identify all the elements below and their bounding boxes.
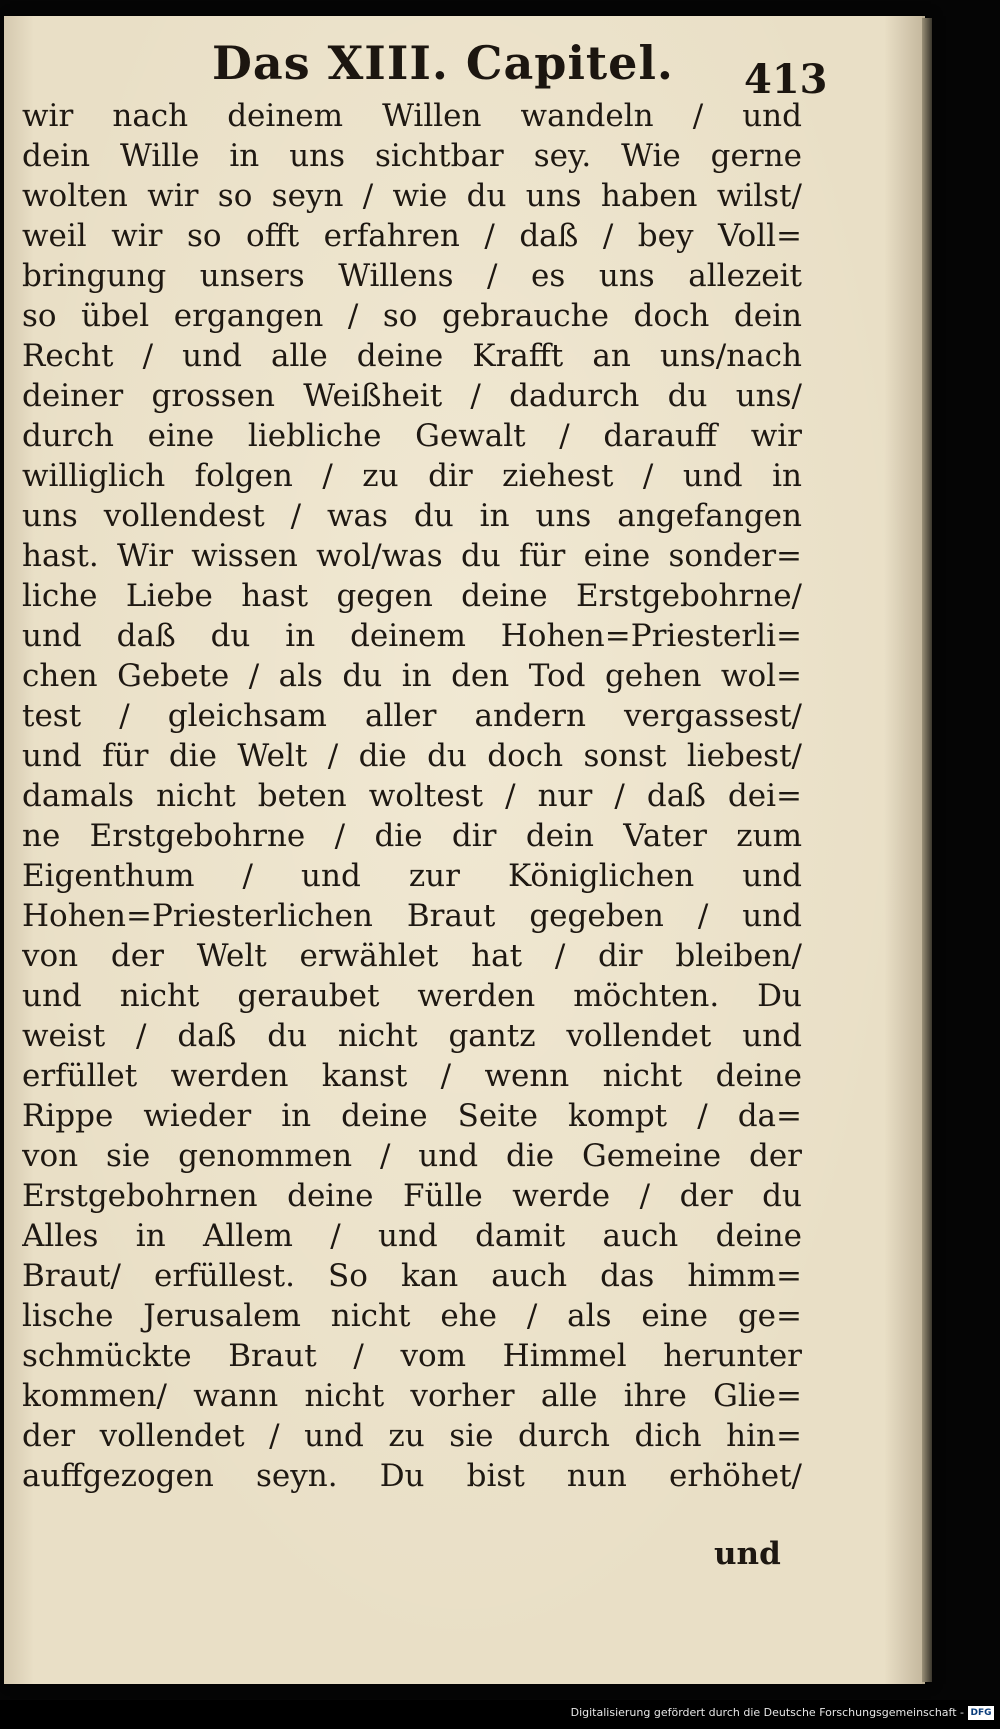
text-line: von der Welt erwählet hat / dir bleiben/ <box>22 938 802 974</box>
text-line: und für die Welt / die du doch sonst liebest/ <box>22 738 802 774</box>
text-line: williglich folgen / zu dir ziehest / und in <box>22 458 802 494</box>
text-line: weist / daß du nicht gantz vollendet und <box>22 1018 802 1054</box>
text-line: uns vollendest / was du in uns angefangen <box>22 498 802 534</box>
page-edge <box>922 18 932 1682</box>
text-line: ne Erstgebohrne / die dir dein Vater zum <box>22 818 802 854</box>
text-line: wir nach deinem Willen wandeln / und <box>22 98 802 134</box>
text-line: und daß du in deinem Hohen=Priesterli= <box>22 618 802 654</box>
text-line: durch eine liebliche Gewalt / darauff wir <box>22 418 802 454</box>
text-line: damals nicht beten woltest / nur / daß dei= <box>22 778 802 814</box>
text-line: der vollendet / und zu sie durch dich hin= <box>22 1418 802 1454</box>
text-line: Braut/ erfüllest. So kan auch das himm= <box>22 1258 802 1294</box>
text-line: Erstgebohrnen deine Fülle werde / der du <box>22 1178 802 1214</box>
text-line: schmückte Braut / vom Himmel herunter <box>22 1338 802 1374</box>
text-line: von sie genommen / und die Gemeine der <box>22 1138 802 1174</box>
text-line: Hohen=Priesterlichen Braut gegeben / und <box>22 898 802 934</box>
text-line: wolten wir so seyn / wie du uns haben wilst/ <box>22 178 802 214</box>
text-line: hast. Wir wissen wol/was du für eine sonder= <box>22 538 802 574</box>
catchword: und <box>714 1536 781 1572</box>
text-line: Eigenthum / und zur Königlichen und <box>22 858 802 894</box>
text-line: bringung unsers Willens / es uns allezeit <box>22 258 802 294</box>
text-line: lische Jerusalem nicht ehe / als eine ge= <box>22 1298 802 1334</box>
text-line: kommen/ wann nicht vorher alle ihre Glie= <box>22 1378 802 1414</box>
running-title: Das XIII. Capitel. <box>212 36 674 90</box>
text-line: und nicht geraubet werden möchten. Du <box>22 978 802 1014</box>
text-line: chen Gebete / als du in den Tod gehen wol= <box>22 658 802 694</box>
text-line: dein Wille in uns sichtbar sey. Wie gerne <box>22 138 802 174</box>
text-line: Recht / und alle deine Krafft an uns/nach <box>22 338 802 374</box>
text-line: erfüllet werden kanst / wenn nicht deine <box>22 1058 802 1094</box>
page-number: 413 <box>744 56 828 103</box>
dfg-logo: DFG <box>968 1706 994 1720</box>
text-line: auffgezogen seyn. Du bist nun erhöhet/ <box>22 1458 802 1494</box>
text-line: Alles in Allem / und damit auch deine <box>22 1218 802 1254</box>
text-line: Rippe wieder in deine Seite kompt / da= <box>22 1098 802 1134</box>
body-text <box>22 96 802 1496</box>
text-line: test / gleichsam aller andern vergassest/ <box>22 698 802 734</box>
text-line: so übel ergangen / so gebrauche doch dein <box>22 298 802 334</box>
text-line: weil wir so offt erfahren / daß / bey Voll= <box>22 218 802 254</box>
text-line: liche Liebe hast gegen deine Erstgebohrne/ <box>22 578 802 614</box>
text-line: deiner grossen Weißheit / dadurch du uns/ <box>22 378 802 414</box>
funding-credit: Digitalisierung gefördert durch die Deutsche Forschungsgemeinschaft - <box>570 1706 964 1719</box>
